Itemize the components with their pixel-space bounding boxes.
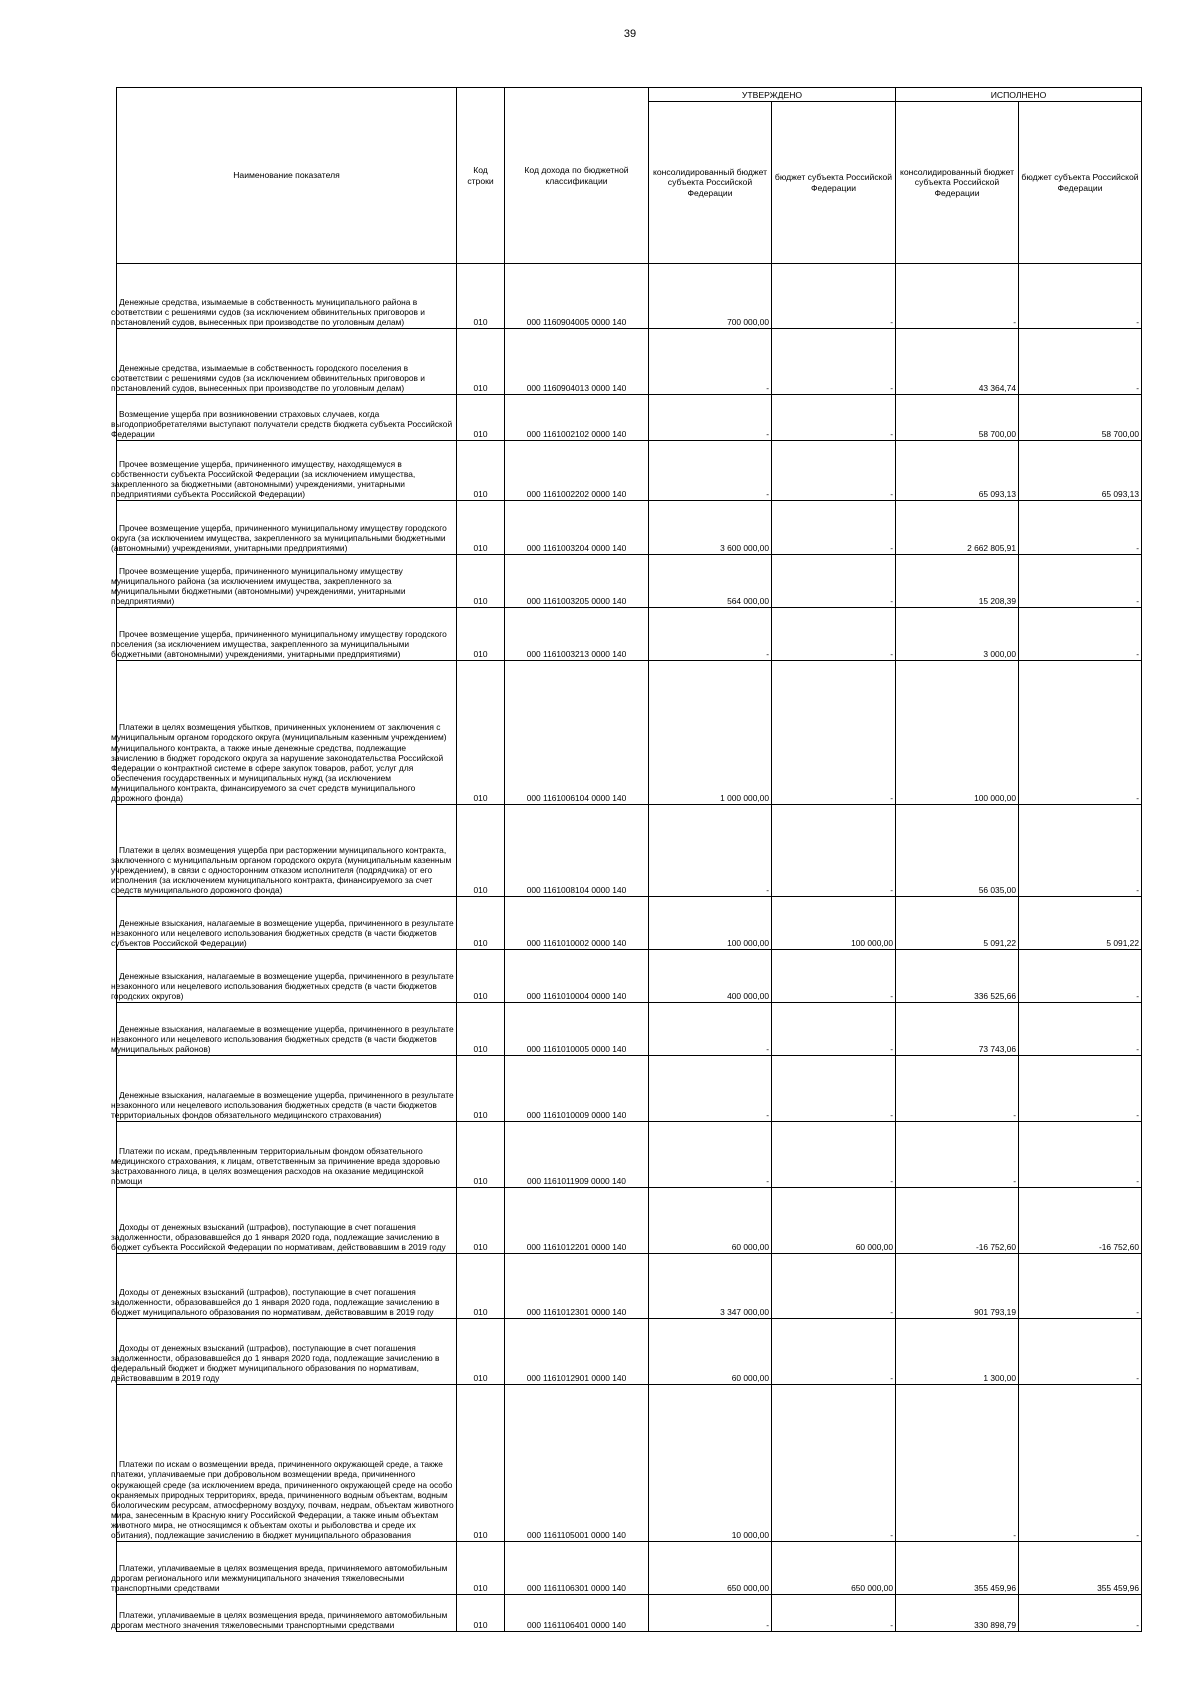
row-income-code: 000 1161012901 0000 140 [505,1319,649,1385]
row-code: 010 [457,1003,505,1056]
table-row [117,1188,1142,1254]
row-executed-subject: - [1019,950,1142,1003]
row-code: 010 [457,1542,505,1595]
row-income-code: 000 1161002102 0000 140 [505,395,649,441]
table-row [117,1542,1142,1595]
row-code: 010 [457,1188,505,1254]
row-approved-subject: 60 000,00 [772,1188,896,1254]
page-number: 39 [623,28,637,40]
row-name [111,1254,457,1319]
row-approved-consolidated: - [649,1595,772,1632]
row-name-text: Возмещение ущерба при возникновении страховых случаев, когда выгодоприобретателями выступают получатели средств бюджета субъекта Российской Федерации [111,408,453,439]
row-name [111,1056,457,1122]
row-approved-consolidated: 650 000,00 [649,1542,772,1595]
row-executed-consolidated: 5 091,22 [896,897,1019,950]
row-approved-consolidated: 3 347 000,00 [649,1254,772,1319]
row-name [111,555,457,608]
row-executed-consolidated: - [896,1122,1019,1188]
row-approved-consolidated: 60 000,00 [649,1188,772,1254]
row-approved-consolidated: - [649,1056,772,1122]
row-name-text: Денежные взыскания, налагаемые в возмещение ущерба, причиненного в результате незаконного или нецелевого использования бюджетных средств (в части бюджетов территориальных фондов обязательного медицинского страхования) [111,1089,454,1120]
row-executed-consolidated: 56 035,00 [896,805,1019,897]
row-executed-subject: - [1019,1122,1142,1188]
row-code: 010 [457,501,505,555]
row-income-code: 000 1161012301 0000 140 [505,1254,649,1319]
row-name-text: Платежи по искам о возмещении вреда, причиненного окружающей среде, а также платежи, уплачиваемые при добровольном возмещении вреда, причиненного окружающей среде (за исключением вреда, причиненного окружающей среде на особо охраняемых природных территориях, вреда, причиненного водным объектам, водным биологическим ресурсам, атмосферному воздуху, почвам, недрам, объектам животного мира, занесенным в Красную книгу Российской Федерации, а также иным объектам животного мира, не относящимся к объектам охоты и рыболовства и среде их обитания), подлежащие зачислению в бюджет муниципального образования [111,1459,454,1540]
row-name [111,1542,457,1595]
row-income-code: 000 1161106301 0000 140 [505,1542,649,1595]
row-income-code: 000 1161010005 0000 140 [505,1003,649,1056]
table-row [117,1056,1142,1122]
row-code: 010 [457,441,505,501]
row-executed-subject: - [1019,501,1142,555]
row-code: 010 [457,1385,505,1542]
row-executed-subject: - [1019,1003,1142,1056]
row-executed-consolidated: 73 743,06 [896,1003,1019,1056]
row-approved-subject: - [772,661,896,805]
table-row [117,661,1142,805]
row-name [111,950,457,1003]
row-name-text: Платежи в целях возмещения ущерба при расторжении муниципального контракта, заключенного с муниципальным органом городского округа (муниципальным казенным учреждением), в связи с односторонним отказом исполнителя (подрядчика) от его исполнения (за исключением муниципального контракта, финансируемого за счет средств муниципального дорожного фонда) [111,844,452,895]
row-executed-consolidated: 355 459,96 [896,1542,1019,1595]
row-name [111,1595,457,1632]
table-row [117,501,1142,555]
row-name-text: Денежные средства, изымаемые в собственность муниципального района в соответствии с решениями судов (за исключением обвинительных приговоров и постановлений судов, вынесенных при производстве по уголовным делам) [111,296,425,327]
row-code: 010 [457,555,505,608]
row-approved-consolidated: 60 000,00 [649,1319,772,1385]
row-name-text: Прочее возмещение ущерба, причиненного муниципальному имуществу муниципального района (за исключением имущества, закрепленного за муниципальными бюджетными (автономными) учреждениями, унитарными предприятиями) [111,565,406,606]
table-row [117,897,1142,950]
row-name-text: Платежи, уплачиваемые в целях возмещения вреда, причиняемого автомобильным дорогам регионального или межмуниципального значения тяжеловесными транспортными средствами [111,1562,448,1593]
row-executed-subject: - [1019,264,1142,329]
row-executed-consolidated: - [896,1385,1019,1542]
row-income-code: 000 1161011909 0000 140 [505,1122,649,1188]
table-row [117,329,1142,395]
row-name-text: Доходы от денежных взысканий (штрафов), поступающие в счет погашения задолженности, образовавшейся до 1 января 2020 года, подлежащие зачислению в бюджет муниципального образования по нормативам, действовавшим в 2019 году [111,1286,440,1317]
row-approved-consolidated: 700 000,00 [649,264,772,329]
row-approved-consolidated: - [649,1122,772,1188]
row-code: 010 [457,661,505,805]
row-name [111,395,457,441]
row-executed-consolidated: - [896,264,1019,329]
row-name-text: Доходы от денежных взысканий (штрафов), поступающие в счет погашения задолженности, образовавшейся до 1 января 2020 года, подлежащие зачислению в бюджет субъекта Российской Федерации по нормативам, действовавшим в 2019 году [111,1221,446,1252]
row-income-code: 000 1161006104 0000 140 [505,661,649,805]
row-approved-consolidated: 1 000 000,00 [649,661,772,805]
table-row [117,1122,1142,1188]
row-executed-consolidated: 15 208,39 [896,555,1019,608]
row-name [111,1385,457,1542]
row-income-code: 000 1161003204 0000 140 [505,501,649,555]
header-group-approved: УТВЕРЖДЕНО [649,88,896,102]
row-income-code: 000 1161003213 0000 140 [505,608,649,661]
row-name [111,441,457,501]
row-name-text: Прочее возмещение ущерба, причиненного имуществу, находящемуся в собственности субъекта Российской Федерации (за исключением имущества, закрепленного за бюджетными (автономными) учреждениями, унитарными предприятиями субъекта Российской Федерации) [111,458,416,499]
row-code: 010 [457,950,505,1003]
row-executed-consolidated: - [896,1056,1019,1122]
row-name-text: Денежные взыскания, налагаемые в возмещение ущерба, причиненного в результате незаконного или нецелевого использования бюджетных средств (в части бюджетов муниципальных районов) [111,1023,454,1054]
row-approved-consolidated: 564 000,00 [649,555,772,608]
row-code: 010 [457,897,505,950]
row-income-code: 000 1161010004 0000 140 [505,950,649,1003]
row-executed-consolidated: 901 793,19 [896,1254,1019,1319]
row-executed-subject: - [1019,1595,1142,1632]
row-name-text: Прочее возмещение ущерба, причиненного муниципальному имуществу городского поселения (за исключением имущества, закрепленного за муниципальными бюджетными (автономными) учреждениями, унитарными предприятиями) [111,628,447,659]
row-executed-subject: - [1019,555,1142,608]
row-approved-consolidated: - [649,805,772,897]
row-executed-consolidated: 43 364,74 [896,329,1019,395]
row-approved-consolidated: - [649,329,772,395]
header-income-code: Код дохода по бюджетной классификации [505,88,649,264]
row-approved-consolidated: - [649,441,772,501]
table-row [117,1003,1142,1056]
row-income-code: 000 1161010002 0000 140 [505,897,649,950]
row-code: 010 [457,1595,505,1632]
row-code: 010 [457,395,505,441]
row-name-text: Денежные средства, изымаемые в собственность городского поселения в соответствии с решениями судов (за исключением обвинительных приговоров и постановлений судов, вынесенных при производстве по уголовным делам) [111,362,425,393]
row-name-text: Денежные взыскания, налагаемые в возмещение ущерба, причиненного в результате незаконного или нецелевого использования бюджетных средств (в части бюджетов городских округов) [111,970,454,1001]
table-row [117,1254,1142,1319]
row-name-text: Денежные взыскания, налагаемые в возмещение ущерба, причиненного в результате незаконного или нецелевого использования бюджетных средств (в части бюджетов субъектов Российской Федерации) [111,917,454,948]
row-income-code: 000 1161003205 0000 140 [505,555,649,608]
row-approved-subject: - [772,1003,896,1056]
row-name [111,608,457,661]
row-name [111,897,457,950]
row-executed-subject: - [1019,1056,1142,1122]
row-name [111,1188,457,1254]
row-approved-subject: - [772,441,896,501]
row-approved-subject: - [772,329,896,395]
row-name [111,1003,457,1056]
row-income-code: 000 1160904005 0000 140 [505,264,649,329]
header-approved-subject: бюджет субъекта Российской Федерации [772,102,896,264]
row-approved-consolidated: - [649,395,772,441]
header-group-executed: ИСПОЛНЕНО [896,88,1142,102]
row-executed-subject: 355 459,96 [1019,1542,1142,1595]
row-name-text: Прочее возмещение ущерба, причиненного муниципальному имуществу городского округа (за исключением имущества, закрепленного за муниципальными бюджетными (автономными) учреждениями, унитарными предприятиями) [111,522,447,553]
row-name-text: Платежи, уплачиваемые в целях возмещения вреда, причиняемого автомобильным дорогам местного значения тяжеловесными транспортными средствами [111,1609,448,1630]
row-executed-consolidated: 65 093,13 [896,441,1019,501]
row-approved-subject: - [772,264,896,329]
table-row [117,805,1142,897]
table-row [117,264,1142,329]
row-name [111,805,457,897]
revenue-table [111,87,1142,1632]
row-approved-consolidated: 100 000,00 [649,897,772,950]
header-executed-subject: бюджет субъекта Российской Федерации [1019,102,1142,264]
row-name [111,661,457,805]
row-approved-subject: - [772,1254,896,1319]
row-approved-subject: - [772,1056,896,1122]
row-approved-consolidated: 400 000,00 [649,950,772,1003]
row-approved-subject: - [772,501,896,555]
row-income-code: 000 1160904013 0000 140 [505,329,649,395]
row-executed-subject: 65 093,13 [1019,441,1142,501]
row-name [111,1319,457,1385]
row-name [111,264,457,329]
row-code: 010 [457,264,505,329]
row-code: 010 [457,608,505,661]
row-executed-subject: - [1019,608,1142,661]
row-executed-consolidated: -16 752,60 [896,1188,1019,1254]
row-approved-subject: - [772,1319,896,1385]
row-name-text: Платежи в целях возмещения убытков, причиненных уклонением от заключения с муниципальным органом городского округа (муниципальным казенным учреждением) муниципального контракта, а также иные денежные средства, подлежащие зачислению в бюджет городского округа за нарушение законодательства Российской Федерации о контрактной системе в сфере закупок товаров, работ, услуг для обеспечения государственных и муниципальных нужд (за исключением муниципального контракта, финансируемого за счет средств муниципального дорожного фонда) [111,722,447,803]
header-row-code: Код строки [457,88,505,264]
row-executed-subject: 5 091,22 [1019,897,1142,950]
row-executed-consolidated: 1 300,00 [896,1319,1019,1385]
table-row [117,441,1142,501]
row-executed-subject: - [1019,1254,1142,1319]
row-executed-subject: -16 752,60 [1019,1188,1142,1254]
table-row [117,1319,1142,1385]
row-executed-subject: - [1019,661,1142,805]
table-row [117,555,1142,608]
row-executed-consolidated: 100 000,00 [896,661,1019,805]
table-row [117,1385,1142,1542]
row-approved-subject: 100 000,00 [772,897,896,950]
header-executed-consolidated: консолидированный бюджет субъекта Российской Федерации [896,102,1019,264]
row-approved-subject: - [772,555,896,608]
row-income-code: 000 1161105001 0000 140 [505,1385,649,1542]
row-name [111,1122,457,1188]
row-income-code: 000 1161010009 0000 140 [505,1056,649,1122]
row-executed-subject: 58 700,00 [1019,395,1142,441]
row-income-code: 000 1161002202 0000 140 [505,441,649,501]
table-row [117,950,1142,1003]
row-executed-consolidated: 3 000,00 [896,608,1019,661]
row-approved-subject: - [772,1122,896,1188]
row-executed-subject: - [1019,329,1142,395]
row-approved-consolidated: - [649,608,772,661]
table-row [117,395,1142,441]
row-code: 010 [457,805,505,897]
row-name-text: Доходы от денежных взысканий (штрафов), поступающие в счет погашения задолженности, образовавшейся до 1 января 2020 года, подлежащие зачислению в федеральный бюджет и бюджет муниципального образования по нормативам, действовавшим в 2019 году [111,1342,440,1383]
row-executed-consolidated: 58 700,00 [896,395,1019,441]
row-approved-subject: - [772,608,896,661]
row-executed-subject: - [1019,1319,1142,1385]
row-approved-subject: - [772,1595,896,1632]
row-code: 010 [457,1056,505,1122]
row-approved-subject: - [772,395,896,441]
row-executed-subject: - [1019,1385,1142,1542]
row-income-code: 000 1161008104 0000 140 [505,805,649,897]
row-executed-consolidated: 2 662 805,91 [896,501,1019,555]
row-income-code: 000 1161106401 0000 140 [505,1595,649,1632]
header-row-groups [117,88,1142,102]
row-code: 010 [457,1319,505,1385]
row-approved-subject: - [772,805,896,897]
row-approved-consolidated: - [649,1003,772,1056]
row-approved-subject: - [772,1385,896,1542]
header-name: Наименование показателя [117,88,457,264]
row-code: 010 [457,329,505,395]
row-approved-consolidated: 10 000,00 [649,1385,772,1542]
row-code: 010 [457,1254,505,1319]
row-income-code: 000 1161012201 0000 140 [505,1188,649,1254]
row-executed-consolidated: 336 525,66 [896,950,1019,1003]
row-name [111,501,457,555]
row-approved-subject: - [772,950,896,1003]
table-row [117,1595,1142,1632]
row-approved-consolidated: 3 600 000,00 [649,501,772,555]
header-approved-consolidated: консолидированный бюджет субъекта Российской Федерации [649,102,772,264]
row-code: 010 [457,1122,505,1188]
row-name [111,329,457,395]
table-row [117,608,1142,661]
row-executed-subject: - [1019,805,1142,897]
row-name-text: Платежи по искам, предъявленным территориальным фондом обязательного медицинского страхования, к лицам, ответственным за причинение вреда здоровью застрахованного лица, в целях возмещения расходов на оказание медицинской помощи [111,1145,440,1186]
row-executed-consolidated: 330 898,79 [896,1595,1019,1632]
row-approved-subject: 650 000,00 [772,1542,896,1595]
